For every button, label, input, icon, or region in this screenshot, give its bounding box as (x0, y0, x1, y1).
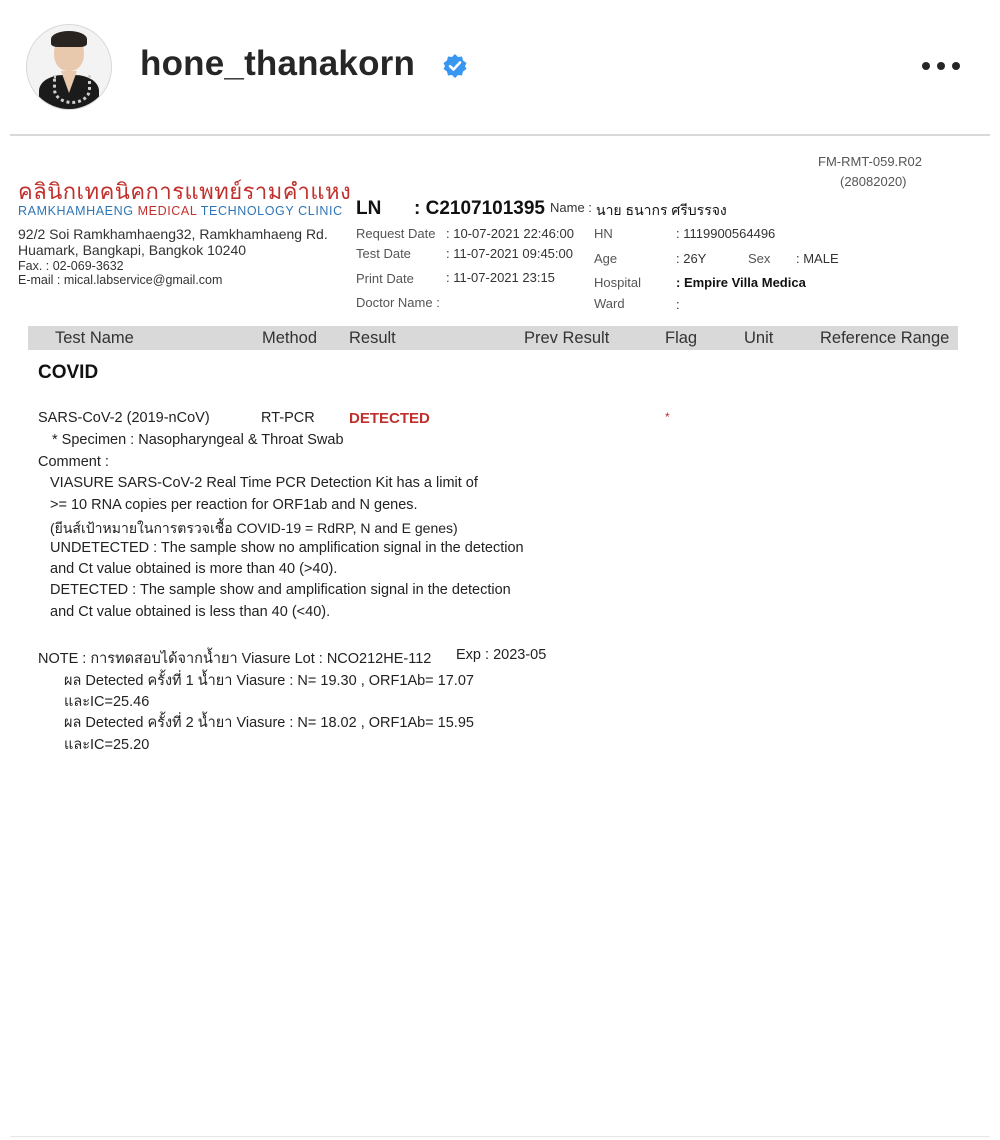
patient-name-label: Name : (550, 200, 592, 215)
clinic-name-thai: คลินิกเทคนิคการแพทย์รามคำแหง (18, 180, 352, 205)
note-expiry: Exp : 2023-05 (456, 647, 547, 663)
request-date-label: Request Date (356, 226, 436, 241)
verified-badge-icon (442, 53, 468, 79)
hn-value: : 1119900564496 (676, 226, 776, 241)
comment-label: Comment : (38, 454, 109, 470)
clinic-name-en-part3: TECHNOLOGY CLINIC (200, 204, 343, 218)
post-header (0, 0, 1000, 132)
hospital-label: Hospital (594, 275, 641, 290)
comment-line: >= 10 RNA copies per reaction for ORF1ab and N genes. (50, 497, 418, 513)
ward-value: : (676, 297, 680, 312)
comment-line: (ยีนส์เป้าหมายในการตรวจเชื้อ COVID-19 = RdRP, N and E genes) (50, 520, 458, 536)
ward-label: Ward (594, 296, 625, 311)
note-line: NOTE : การทดสอบได้จากน้ำยา Viasure Lot : NCO212HE-112 (38, 651, 432, 667)
doctor-name-label: Doctor Name : (356, 295, 440, 310)
note-detail-line: และIC=25.46 (64, 694, 150, 710)
hospital-value: : Empire Villa Medica (676, 275, 806, 290)
age-label: Age (594, 251, 618, 266)
profile-avatar[interactable] (26, 24, 112, 110)
col-method: Method (262, 329, 318, 347)
specimen-line: * Specimen : Nasopharyngeal & Throat Swab (52, 432, 344, 448)
comment-line: and Ct value obtained is more than 40 (>40). (50, 561, 338, 577)
section-title: COVID (38, 362, 99, 383)
clinic-name-english (18, 204, 343, 218)
note-detail-line: ผล Detected ครั้งที่ 2 น้ำยา Viasure : N= 18.02 , ORF1Ab= 15.95 (64, 715, 474, 731)
col-flag: Flag (665, 329, 698, 347)
form-revision: (28082020) (840, 174, 907, 189)
clinic-address-line2: Huamark, Bangkapi, Bangkok 10240 (18, 242, 247, 258)
comment-line: and Ct value obtained is less than 40 (<40). (50, 604, 331, 620)
sex-value: : MALE (796, 251, 839, 266)
more-options-icon[interactable] (920, 54, 962, 76)
request-date-value: : 10-07-2021 22:46:00 (446, 226, 574, 241)
col-reference-range: Reference Range (820, 329, 950, 347)
clinic-address-line1: 92/2 Soi Ramkhamhaeng32, Ramkhamhaeng Rd. (18, 226, 328, 242)
print-date-value: : 11-07-2021 23:15 (446, 270, 555, 285)
col-prev-result: Prev Result (524, 329, 610, 347)
clinic-name-en-part2: MEDICAL (137, 204, 197, 218)
test-result: DETECTED (349, 410, 430, 427)
col-test-name: Test Name (55, 329, 134, 347)
note-detail-line: และIC=25.20 (64, 737, 150, 753)
ln-label: LN (356, 198, 382, 219)
clinic-email: E-mail : mical.labservice@gmail.com (18, 273, 223, 287)
test-name: SARS-CoV-2 (2019-nCoV) (38, 410, 210, 426)
form-code: FM-RMT-059.R02 (818, 154, 923, 169)
test-method: RT-PCR (261, 410, 315, 426)
ln-value: : C2107101395 (414, 198, 545, 219)
comment-line: UNDETECTED : The sample show no amplification signal in the detection (50, 540, 524, 556)
hn-label: HN (594, 226, 613, 241)
note-detail-line: ผล Detected ครั้งที่ 1 น้ำยา Viasure : N= 19.30 , ORF1Ab= 17.07 (64, 673, 474, 689)
test-flag: * (665, 410, 670, 424)
comment-line: VIASURE SARS-CoV-2 Real Time PCR Detection Kit has a limit of (50, 475, 478, 491)
lab-report-image (10, 134, 990, 1137)
patient-name-value: นาย ธนากร ศรีบรรจง (596, 202, 727, 218)
post-username[interactable]: hone_thanakorn (140, 44, 416, 83)
sex-label: Sex (748, 251, 771, 266)
results-table-header (28, 326, 958, 350)
col-unit: Unit (744, 329, 774, 347)
test-date-value: : 11-07-2021 09:45:00 (446, 246, 573, 261)
age-value: : 26Y (676, 251, 707, 266)
avatar-necklace (53, 75, 91, 104)
comment-line: DETECTED : The sample show and amplification signal in the detection (50, 582, 511, 598)
clinic-fax: Fax. : 02-069-3632 (18, 259, 124, 273)
test-date-label: Test Date (356, 246, 411, 261)
col-result: Result (349, 329, 396, 347)
clinic-name-en-part1: RAMKHAMHAENG (18, 204, 134, 218)
print-date-label: Print Date (356, 271, 414, 286)
avatar-hair (51, 31, 87, 47)
